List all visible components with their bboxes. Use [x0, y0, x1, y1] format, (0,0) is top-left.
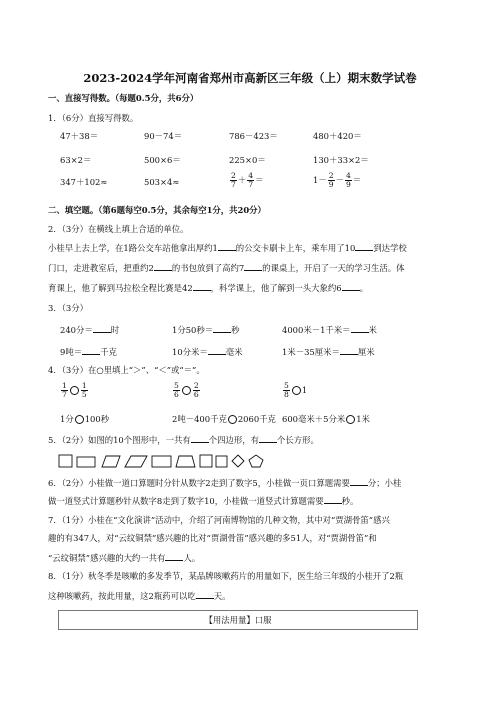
answer-blank[interactable]	[93, 324, 111, 333]
trapezoid-icon	[176, 456, 195, 467]
calc-item: 500×6＝	[144, 155, 181, 165]
answer-blank[interactable]	[196, 590, 214, 599]
answer-blank[interactable]	[193, 282, 211, 291]
q4-title: 4．（3分）在○里填上“＞”、“＜”或“＝”。	[48, 365, 205, 375]
answer-blank[interactable]	[191, 434, 209, 443]
q6-line: 做一道竖式计算题秒针从数字8走到了数字10，小桂做一道竖式计算题需要 秒。	[48, 496, 359, 506]
q7-line: 趣的有347人，对“云纹铜禁”感兴趣的比对“贾湖骨笛”感兴趣的多51人，对“贾湖骨笛”和	[48, 533, 377, 543]
calc-item: 47＋38＝	[60, 131, 99, 141]
calc-item: 503×4≈	[144, 177, 180, 187]
answer-blank[interactable]	[342, 282, 360, 291]
answer-blank[interactable]	[218, 242, 236, 251]
parallelogram-icon	[102, 456, 120, 467]
conversion-item: 1米－35厘米＝ 厘米	[282, 347, 375, 357]
compare-item: $\frac{1}{7}$ $\frac{1}{5}$	[62, 381, 87, 399]
compare-circle[interactable]	[75, 415, 84, 424]
answer-blank[interactable]	[351, 324, 369, 333]
q2-text-line: 门口，走进教室后，把重约2 的书包放到了高约7 的课桌上，开启了一天的学习生活。体	[48, 263, 405, 273]
q1-title: 1．（6分）直接写得数。	[48, 113, 139, 123]
answer-blank[interactable]	[208, 346, 226, 355]
section2-header: 二、填空题。（第6题每空0.5分，其余每空1分，共20分）	[48, 205, 266, 215]
answer-blank[interactable]	[244, 262, 262, 271]
calc-item: 786－423＝	[229, 131, 278, 141]
compare-item: 1分 100秒	[60, 414, 110, 424]
shapes-figure	[58, 453, 288, 469]
answer-blank[interactable]	[324, 495, 342, 504]
q8-line: 8．（1分）秋冬季是咳嗽的多发季节，某品牌咳嗽药片的用量如下，医生给三年级的小桂开了2瓶	[48, 571, 404, 581]
calc-item: 480＋420＝	[313, 131, 362, 141]
rhombus-icon	[232, 455, 244, 467]
conversion-item: 10分米＝ 毫米	[172, 347, 243, 357]
calc-item: 63×2＝	[60, 155, 92, 165]
q2-text-line: 小桂早上去上学，在1路公交车站他拿出厚约1 的公交卡刷卡上车，乘车用了10 到达学校	[48, 243, 407, 253]
answer-blank[interactable]	[340, 346, 358, 355]
calc-item: 90－74＝	[144, 131, 183, 141]
square-icon	[200, 455, 212, 467]
answer-blank[interactable]	[213, 324, 231, 333]
fraction-calc-item: $\frac{2}{7}$ ＋ $\frac{4}{7}$ ＝	[231, 171, 264, 189]
pentagon-icon	[249, 455, 263, 467]
usage-box: 【用法用量】口服	[58, 610, 418, 630]
rectangle-icon	[152, 456, 171, 467]
answer-blank[interactable]	[350, 477, 368, 486]
page-title: 2023-2024学年河南省郑州市高新区三年级（上）期末数学试卷	[83, 71, 417, 85]
conversion-item: 240分＝ 时	[60, 325, 120, 335]
conversion-item: 1分50秒＝ 秒	[172, 325, 240, 335]
compare-item: $\frac{5}{8}$ 1	[284, 381, 308, 399]
fraction-calc-item: 1－ $\frac{2}{9}$ － $\frac{4}{9}$ ＝	[313, 171, 362, 189]
answer-blank[interactable]	[165, 552, 183, 561]
compare-item: 2吨－400千克 2060千克	[172, 414, 276, 424]
rectangle-icon	[77, 457, 95, 467]
compare-circle[interactable]	[228, 415, 237, 424]
square-icon	[59, 455, 72, 467]
q5-text: 5．（2分）如图的10个图形中，一共有 个四边形，有 个长方形。	[48, 435, 319, 445]
conversion-item: 9吨＝ 千克	[60, 347, 117, 357]
compare-item: $\frac{5}{6}$ $\frac{2}{6}$	[174, 381, 199, 399]
answer-blank[interactable]	[154, 262, 172, 271]
answer-blank[interactable]	[355, 242, 373, 251]
q2-text-line: 育课上，他了解到马拉松全程比赛是42 ，科学课上，他了解到一头大象约6 。	[48, 283, 368, 293]
parallelogram-icon	[125, 456, 147, 467]
q7-line: “云纹铜禁”感兴趣的大约一共有 人。	[48, 553, 201, 563]
q6-line: 6．（2分）小桂做一道口算题时分针从数字2走到了数字5，小桂做一页口算题需要 分；小桂	[48, 478, 402, 488]
compare-item: 600毫米＋5分米 1米	[282, 414, 370, 424]
compare-circle[interactable]	[70, 386, 79, 395]
q2-title: 2．（3分）在横线上填上合适的单位。	[48, 224, 189, 234]
conversion-item: 4000米－1千米＝ 米	[282, 325, 377, 335]
compare-circle[interactable]	[346, 415, 355, 424]
square-icon	[216, 456, 227, 467]
q3-title: 3．（3分）	[48, 303, 88, 313]
section1-header: 一、直接写得数。（每题0.5分，共6分）	[48, 93, 199, 103]
compare-circle[interactable]	[292, 386, 301, 395]
calc-item: 130＋33×2＝	[313, 155, 369, 165]
compare-circle[interactable]	[182, 386, 191, 395]
calc-item: 347＋102≈	[60, 177, 108, 187]
answer-blank[interactable]	[82, 346, 100, 355]
q7-line: 7．（1分）小桂在“文化演讲”活动中，介绍了河南博物馆的几种文物，其中对“贾湖骨笛”感兴	[48, 515, 390, 525]
calc-item: 225×0＝	[229, 155, 266, 165]
answer-blank[interactable]	[259, 434, 277, 443]
q8-line: 这种咳嗽药，按此用量，这2瓶药可以吃 天。	[48, 591, 231, 601]
